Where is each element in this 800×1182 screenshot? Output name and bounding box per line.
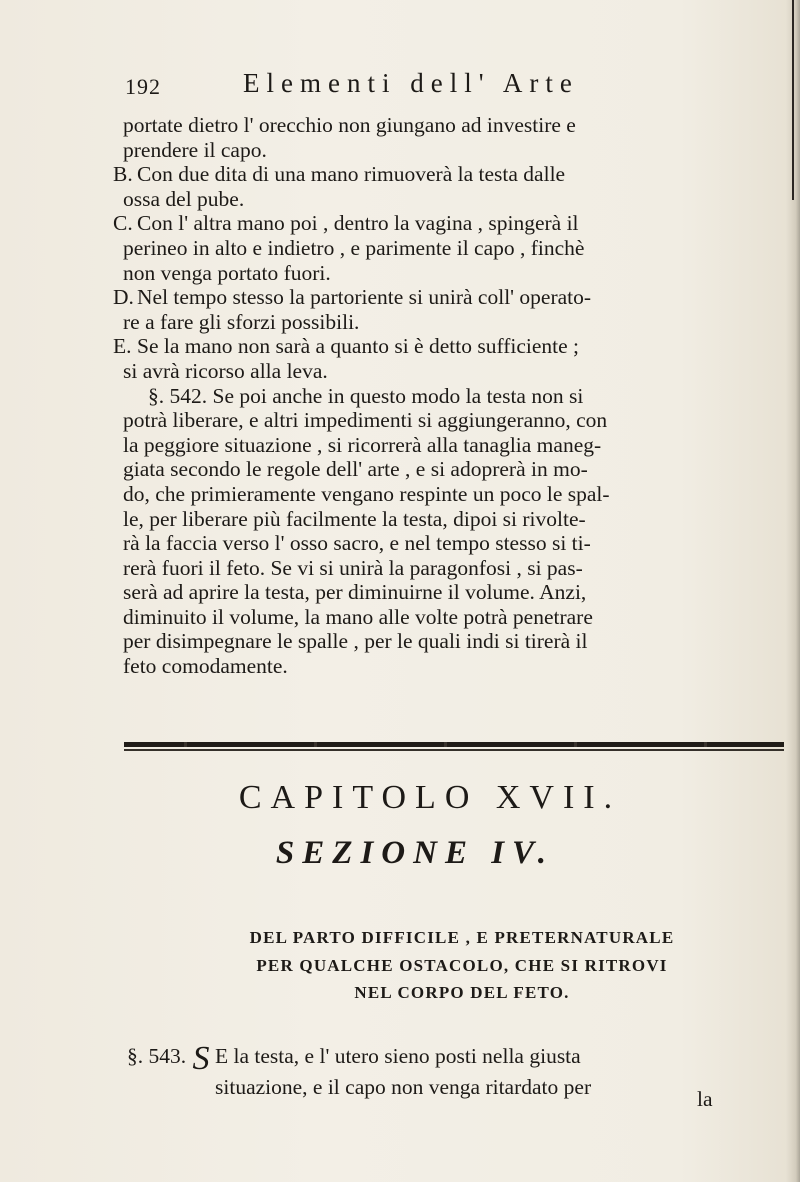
line-text: le, per liberare più facilmente la testa, dipoi si rivolte- (123, 506, 586, 531)
text-line (113, 211, 788, 236)
line-text: giata secondo le regole dell' arte , e si adoprerà in mo- (123, 457, 588, 482)
item-label: B. (113, 162, 133, 187)
text-line (123, 261, 788, 286)
line-text: ossa del pube. (123, 186, 245, 211)
line-text: §. 542. Se poi anche in questo modo la testa non si (148, 383, 584, 408)
text-line (123, 384, 788, 409)
text-line (123, 113, 788, 138)
line-text: rerà fuori il feto. Se vi si unirà la paragonfosi , si pas- (123, 555, 583, 580)
text-line (123, 457, 788, 482)
line-text: re a fare gli sforzi possibili. (123, 309, 360, 334)
line-text: do, che primieramente vengano respinte un poco le spal- (123, 481, 610, 506)
text-line (123, 482, 788, 507)
text-line (123, 629, 788, 654)
page-header (125, 66, 685, 106)
text-line (123, 507, 788, 532)
final-paragraph (127, 1040, 787, 1101)
section-mark: §. 543. (127, 1044, 187, 1068)
final-paragraph-line (127, 1074, 787, 1101)
text-line (113, 334, 788, 359)
line-text: Con l' altra mano poi , dentro la vagina , spingerà il (137, 211, 579, 236)
line-text: Nel tempo stesso la partoriente si unirà coll' operato- (137, 285, 592, 310)
text-line (123, 236, 788, 261)
text-line (123, 531, 788, 556)
text-line (123, 556, 788, 581)
text-line (113, 285, 788, 310)
chapter-divider-rule-thin (124, 749, 784, 751)
body-text (113, 113, 788, 679)
catchword: la (697, 1087, 713, 1111)
line-text: non venga portato fuori. (123, 260, 331, 285)
drop-cap: S (192, 1040, 210, 1077)
chapter-subheading (122, 924, 800, 1007)
line-text: si avrà ricorso alla leva. (123, 358, 328, 383)
text-line (113, 162, 788, 187)
running-title: Elementi dell' Arte (243, 68, 579, 98)
line-text: feto comodamente. (123, 654, 288, 679)
text-line (123, 433, 788, 458)
subheading-line: NEL CORPO DEL FETO. (354, 983, 570, 1002)
page-number: 192 (125, 74, 161, 99)
line-text: rà la faccia verso l' osso sacro, e nel tempo stesso si ti- (123, 531, 591, 556)
text-line (123, 310, 788, 335)
line-text: perineo in alto e indietro , e parimente il capo , finchè (123, 235, 585, 260)
text-line (123, 580, 788, 605)
line-text: potrà liberare, e altri impedimenti si aggiungeranno, con (123, 408, 608, 433)
final-paragraph-line (127, 1040, 787, 1077)
item-label: E. (113, 334, 132, 359)
section-title: SEZIONE IV. (275, 835, 555, 871)
line-text: Se la mano non sarà a quanto si è detto sufficiente ; (137, 334, 580, 359)
text-line (123, 605, 788, 630)
subheading-line: DEL PARTO DIFFICILE , E PRETERNATURALE (249, 928, 675, 947)
chapter-title: CAPITOLO XVII. (238, 779, 622, 816)
chapter-divider-rule (124, 742, 784, 747)
text-line (123, 187, 788, 212)
text-line (123, 408, 788, 433)
final-paragraph-text: E la testa, e l' utero sieno posti nella giusta (215, 1044, 581, 1068)
line-text: prendere il capo. (123, 137, 267, 162)
line-text: portate dietro l' orecchio non giungano ad investire e (123, 113, 576, 137)
line-text: Con due dita di una mano rimuoverà la testa dalle (137, 162, 566, 187)
final-paragraph-text: situazione, e il capo non venga ritardato per (215, 1075, 592, 1099)
subheading-line: PER QUALCHE OSTACOLO, CHE SI RITROVI (256, 955, 668, 975)
line-text: per disimpegnare le spalle , per le quali indi si tirerà il (123, 629, 588, 654)
text-line (123, 654, 788, 679)
item-label: C. (113, 211, 133, 236)
line-text: la peggiore situazione , si ricorrerà alla tanaglia maneg- (123, 432, 602, 457)
page-edge-line (792, 0, 794, 200)
line-text: serà ad aprire la testa, per diminuirne il volume. Anzi, (123, 580, 587, 605)
text-line (123, 138, 788, 163)
item-label: D. (113, 285, 134, 310)
line-text: diminuito il volume, la mano alle volte potrà penetrare (123, 604, 593, 629)
text-line (123, 359, 788, 384)
